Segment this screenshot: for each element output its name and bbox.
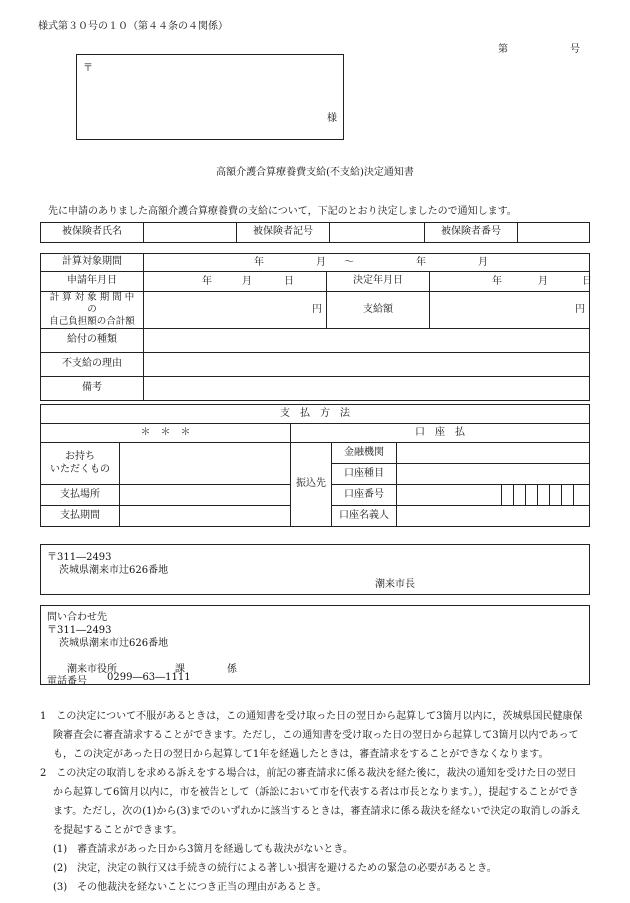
issuer-mayor: 潮来市長 [375, 579, 415, 590]
contact-heading: 問い合わせ先 [47, 612, 107, 623]
stars-header: ＊ ＊ ＊ [41, 424, 291, 443]
calc-table [40, 253, 590, 401]
period-from-month: 月 [316, 257, 326, 268]
period-label: 計算対象期間 [41, 254, 144, 272]
period-to-year: 年 [416, 257, 426, 268]
benefit-type-value [144, 329, 590, 353]
insured-symbol-value [330, 223, 425, 243]
reason-label: 不支給の理由 [41, 353, 144, 377]
address-box [76, 54, 344, 140]
digit-divider [573, 485, 574, 505]
contact-phone: 0299―63―1111 [107, 672, 191, 683]
decision-month: 月 [538, 276, 548, 287]
document-number-go: 号 [570, 44, 580, 55]
apply-date-value [144, 272, 327, 292]
period-value [144, 254, 590, 272]
decision-date-value [430, 272, 590, 292]
issuer-address: 茨城県潮来市辻626番地 [59, 565, 169, 576]
document-number-dai: 第 [498, 44, 508, 55]
insured-name-value [144, 223, 237, 243]
bring-label-line2: いただくもの [50, 463, 110, 475]
remarks-value [144, 377, 590, 401]
note-1-line: も，この決定があった日の翌日から起算して1年を経過したときは，審査請求をすることができなくなります。 [53, 749, 549, 760]
remarks-label: 備考 [41, 377, 144, 401]
burden-label-line2: 自己負担額の合計額 [49, 316, 135, 327]
note-1-line: 1 この決定について不服があるときは，この通知書を受け取った日の翌日から起算して3箇月以内に，茨城県国民健康保 [40, 711, 583, 722]
form-number: 様式第３０号の１０（第４４条の４関係） [38, 21, 228, 32]
payment-amount-value [430, 292, 590, 329]
contact-postal: 〒311―2493 [47, 625, 112, 636]
sama-honorific: 様 [327, 113, 337, 124]
digit-divider [501, 485, 502, 505]
contact-address: 茨城県潮来市辻626番地 [59, 638, 169, 649]
apply-day: 日 [284, 276, 294, 287]
note-1-line: 険審査会に審査請求することができます。ただし，この通知書を受け取った日の翌日から起算して3箇月以内であって [53, 730, 579, 741]
payment-yen: 円 [575, 303, 585, 315]
insured-symbol-label: 被保険者記号 [237, 223, 330, 243]
apply-date-label: 申請年月日 [41, 272, 144, 292]
note-2-line: 2 この決定の取消しを求める訴えをする場合は，前記の審査請求に係る裁決を経た後に，裁決の通知を受けた日の翌日 [40, 768, 577, 779]
burden-label-line1: 計 算 対 象 期 間 中 の [49, 292, 135, 315]
issuer-box [40, 544, 590, 595]
bring-label-line1: お持ち [65, 451, 95, 462]
contact-ka: 課 [175, 664, 185, 675]
contact-office: 潮来市役所 [67, 664, 117, 675]
insured-number-label: 被保険者番号 [425, 223, 518, 243]
period-pay-label: 支払期間 [41, 506, 120, 527]
decision-date-label: 決定年月日 [327, 272, 430, 292]
contact-phone-label: 電話番号 [47, 676, 87, 687]
sub-note-3: (3) その他裁決を経ないことにつき正当の理由があるとき。 [53, 882, 327, 893]
digit-divider [537, 485, 538, 505]
intro-text: 先に申請のありました高額介護合算療養費の支給について，下記のとおり決定しましたので通知します。 [48, 206, 517, 217]
note-2-line: を提起することができます。 [53, 825, 183, 836]
insured-table [40, 222, 590, 243]
period-tilde: ～ [344, 257, 354, 268]
place-label: 支払場所 [41, 485, 120, 506]
digit-divider [513, 485, 514, 505]
burden-label [41, 292, 144, 329]
account-number-label: 口座番号 [332, 485, 397, 506]
insured-name-label: 被保険者氏名 [41, 223, 144, 243]
period-pay-value [120, 506, 291, 527]
payment-amount-label: 支給額 [327, 292, 430, 329]
decision-year: 年 [492, 276, 502, 287]
digit-divider [561, 485, 562, 505]
payment-method-table [40, 404, 590, 527]
burden-value [144, 292, 327, 329]
issuer-postal: 〒311―2493 [47, 552, 112, 563]
transfer-label: 振込先 [291, 443, 332, 527]
postal-mark: 〒 [83, 63, 93, 74]
digit-divider [525, 485, 526, 505]
holder-value [397, 506, 590, 527]
account-number-value [397, 485, 590, 506]
account-type-value [397, 464, 590, 485]
account-header: 口 座 払 [291, 424, 590, 443]
decision-day: 日 [582, 276, 592, 287]
apply-year: 年 [202, 276, 212, 287]
account-type-label: 口座種目 [332, 464, 397, 485]
note-2-line: ます。ただし，次の(1)から(3)までのいずれかに該当するときは，審査請求に係る裁決を経ないで決定の取消しの訴え [53, 806, 581, 817]
burden-yen: 円 [312, 303, 322, 315]
payment-method-title: 支 払 方 法 [41, 405, 590, 424]
apply-month: 月 [242, 276, 252, 287]
period-to-month: 月 [478, 257, 488, 268]
insured-number-value [518, 223, 590, 243]
period-from-year: 年 [254, 257, 264, 268]
sub-note-2: (2) 決定，決定の執行又は手続きの続行による著しい損害を避けるための緊急の必要があるとき。 [53, 863, 497, 874]
benefit-type-label: 給付の種類 [41, 329, 144, 353]
sub-note-1: (1) 審査請求があった日から3箇月を経過しても裁決がないとき。 [53, 844, 354, 855]
contact-kakari: 係 [227, 664, 237, 675]
notes [40, 707, 600, 897]
note-2-line: から起算して6箇月以内に，市を被告として（訴訟において市を代表する者は市長となります。），提起することができ [53, 787, 579, 798]
digit-divider [549, 485, 550, 505]
contact-box [40, 605, 590, 685]
reason-value [144, 353, 590, 377]
bank-label: 金融機関 [332, 443, 397, 464]
page-title: 高額介護合算療養費支給(不支給)決定通知書 [216, 167, 414, 178]
holder-label: 口座名義人 [332, 506, 397, 527]
bank-value [397, 443, 590, 464]
place-value [120, 485, 291, 506]
bring-value [120, 443, 291, 485]
bring-label [41, 443, 120, 485]
